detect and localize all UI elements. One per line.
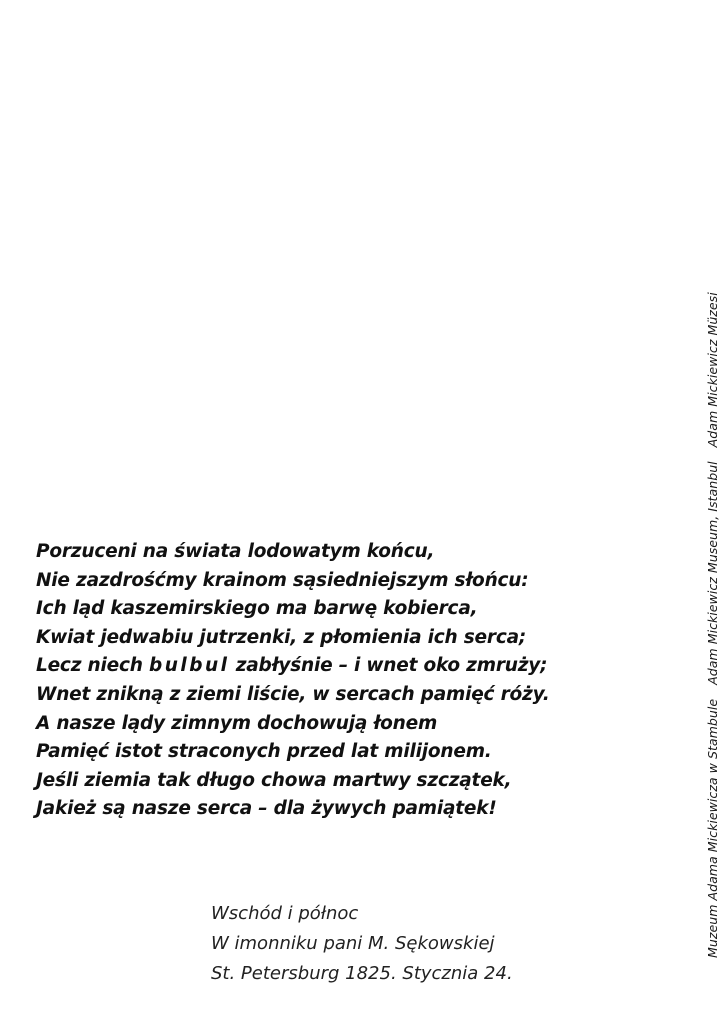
poem-line-5-before: Lecz niech [36,655,149,677]
signature-title: Wschód i północ [211,903,359,924]
poem-line-9: Jeśli ziemia tak długo chowa martwy szczątek, [36,769,512,791]
side-caption-turkish: Adam Mickiewicz Müzesi [705,292,720,448]
signature-place-date: St. Petersburg 1825. Stycznia 24. [211,963,513,984]
side-caption-english: Adam Mickiewicz Museum, Istanbul [705,461,720,685]
poem-line-3: Ich ląd kaszemirskiego ma barwę kobierca, [36,598,478,620]
poem-line-10: Jakież są nasze serca – dla żywych pamiątek! [36,798,497,820]
poem-line-5-bulbul: bulbul [148,655,230,677]
poem-line-2: Nie zazdrośćmy krainom sąsiedniejszym słońcu: [36,569,529,591]
poem-line-1: Porzuceni na świata lodowatym końcu, [36,541,435,562]
poem-line-7: A nasze lądy zimnym dochowują łonem [36,712,438,734]
poem-line-6: Wnet znikną z ziemi liście, w sercach pamięć róży. [36,683,550,705]
signature-dedication: W imonniku pani M. Sękowskiej [211,933,495,954]
signature [211,899,513,989]
poem-line-8: Pamięć istot straconych przed lat milijonem. [36,741,492,763]
side-caption-polish: Muzeum Adama Mickiewicza w Stambule [705,698,720,958]
side-caption [706,292,720,958]
poem-line-5 [36,652,636,681]
poem [36,538,636,824]
poem-line-5-after: zabłyśnie – i wnet oko zmruży; [229,655,548,677]
poem-line-4: Kwiat jedwabiu jutrzenki, z płomienia ich serca; [36,626,527,648]
